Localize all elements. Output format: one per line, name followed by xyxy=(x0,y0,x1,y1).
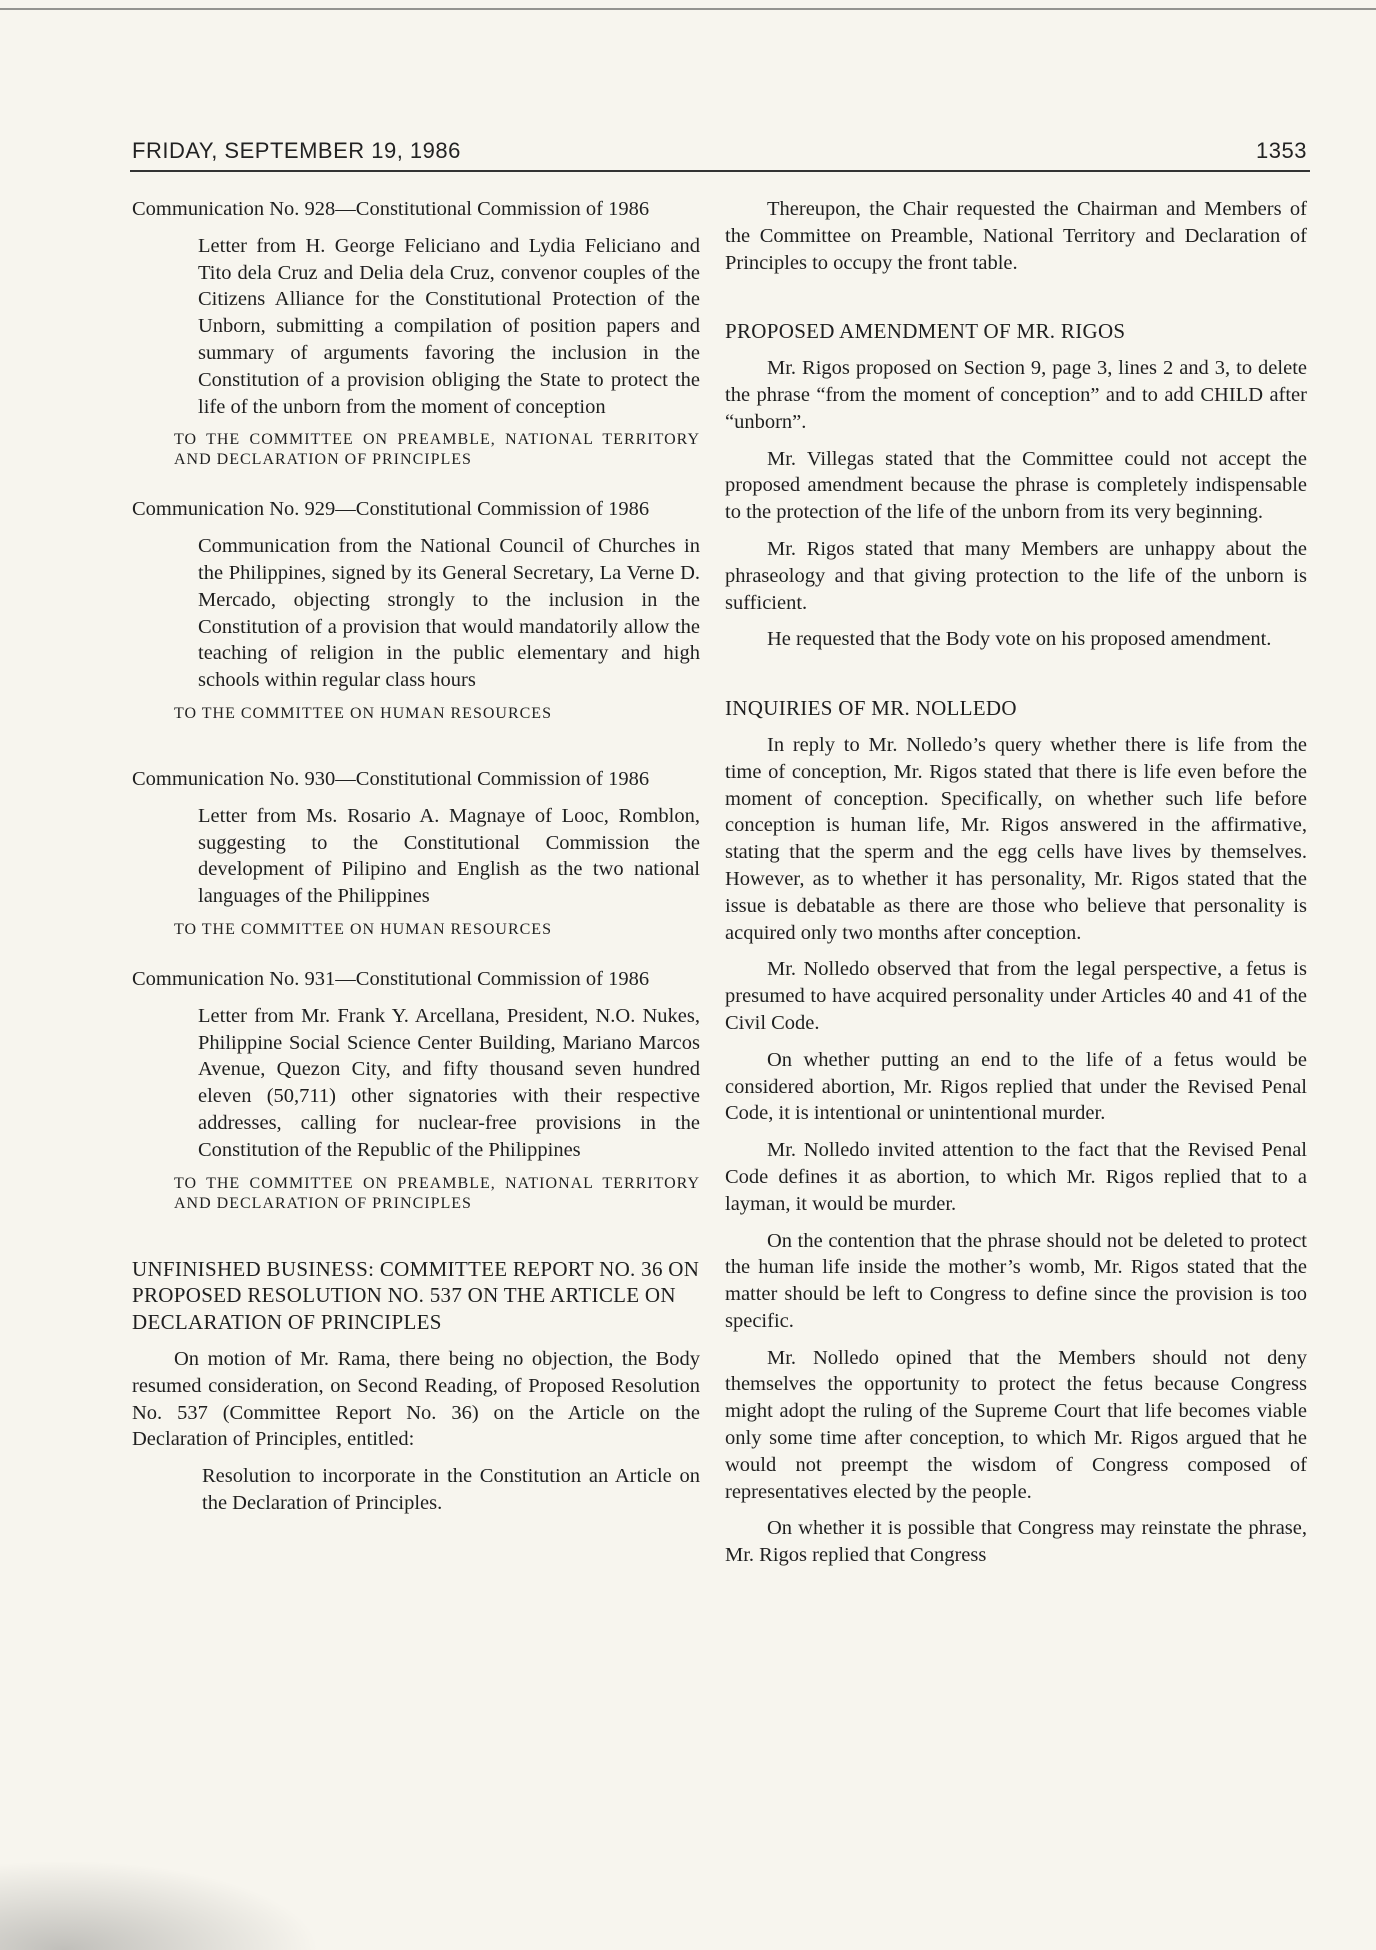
header-rule xyxy=(130,170,1310,172)
proposed-amendment-heading: PROPOSED AMENDMENT OF MR. RIGOS xyxy=(725,319,1126,344)
amendment-paragraph-4: He requested that the Body vote on his proposed amendment. xyxy=(767,628,1272,651)
communication-930-body: Letter from Ms. Rosario A. Magnaye of Looc, Romblon, suggesting to the Constitutional Commission the development of Pilipino and English as the two national languages of the Philippines xyxy=(198,804,700,908)
communication-929-referral: TO THE COMMITTEE ON HUMAN RESOURCES xyxy=(174,704,552,722)
inquiries-paragraph-2: Mr. Nolledo observed that from the legal perspective, a fetus is presumed to have acquired personality under Articles 40 and 41 of the Civil Code. xyxy=(725,958,1307,1034)
communication-931-heading: Communication No. 931—Constitutional Commission of 1986 xyxy=(132,967,650,990)
inquiries-paragraph-3: On whether putting an end to the life of a fetus would be considered abortion, Mr. Rigos replied that under the Revised Penal Code, it is intentional or unintentional murder. xyxy=(725,1048,1307,1125)
amendment-paragraph-1: Mr. Rigos proposed on Section 9, page 3, lines 2 and 3, to delete the phrase “from the moment of conception” and to add CHILD after “unborn”. xyxy=(725,357,1307,433)
unfinished-business-heading: UNFINISHED BUSINESS: COMMITTEE REPORT NO. 36 ON PROPOSED RESOLUTION NO. 537 ON THE ARTICLE ON DECLARATION OF PRINCIPLES xyxy=(132,1256,700,1335)
right-column xyxy=(725,196,1307,1569)
communication-928-body: Letter from H. George Feliciano and Lydia Feliciano and Tito dela Cruz and Delia dela Cruz, convenor couples of the Citizens Alliance for the Constitutional Protection of the Unborn, submitting a compilation of position papers and summary of arguments favoring the inclusion in the Constitution of a provision obliging the State to protect the life of the unborn from the moment of conception xyxy=(198,234,700,418)
inquiries-paragraph-7: On whether it is possible that Congress may reinstate the phrase, Mr. Rigos replied that Congress xyxy=(725,1517,1307,1567)
front-table-paragraph: Thereupon, the Chair requested the Chairman and Members of the Committee on Preamble, National Territory and Declaration of Principles to occupy the front table. xyxy=(725,198,1307,274)
top-edge-rule xyxy=(0,8,1376,10)
communication-928-referral: TO THE COMMITTEE ON PREAMBLE, NATIONAL TERRITORY AND DECLARATION OF PRINCIPLES xyxy=(174,431,700,469)
page-header xyxy=(132,138,1307,164)
unfinished-business-body: On motion of Mr. Rama, there being no objection, the Body resumed consideration, on Second Reading, of Proposed Resolution No. 537 (Committee Report No. 36) on the Article on the Declaration of Principles, entitled: xyxy=(132,1347,700,1451)
inquiries-paragraph-4: Mr. Nolledo invited attention to the fact that the Revised Penal Code defines it as abortion, to which Mr. Rigos replied that to a layman, it would be murder. xyxy=(725,1139,1307,1215)
communication-928-heading: Communication No. 928—Constitutional Commission of 1986 xyxy=(132,198,650,220)
inquiries-paragraph-1: In reply to Mr. Nolledo’s query whether there is life from the time of conception, Mr. Rigos stated that there is life even before the moment of conception. Specifically, on whether such life before conception is human life, Mr. Rigos answered in the affirmative, stating that the sperm and the egg cells have lives by themselves. However, as to whether it has personality, Mr. Rigos stated that the issue is debatable as there are those who believe that personality is acquired only two months after conception. xyxy=(725,733,1307,944)
inquiries-paragraph-6: Mr. Nolledo opined that the Members should not deny themselves the opportunity to protect the fetus because Congress might adopt the ruling of the Supreme Court that life becomes viable only some time after conception, to which Mr. Rigos argued that he would not preempt the wisdom of Congress composed of representatives elected by the people. xyxy=(725,1346,1307,1503)
header-date: FRIDAY, SEPTEMBER 19, 1986 xyxy=(132,138,461,163)
communication-930-referral: TO THE COMMITTEE ON HUMAN RESOURCES xyxy=(174,920,552,938)
header-page-number: 1353 xyxy=(1256,138,1307,163)
resolution-title-quote: Resolution to incorporate in the Constitution an Article on the Declaration of Principles. xyxy=(202,1465,700,1514)
communication-929-body: Communication from the National Council of Churches in the Philippines, signed by its General Secretary, La Verne D. Mercado, objecting strongly to the inclusion in the Constitution of a provision that would mandatorily allow the teaching of religion in the public elementary and high schools within regular class hours xyxy=(198,535,700,692)
inquiries-heading: INQUIRIES OF MR. NOLLEDO xyxy=(725,696,1017,721)
communication-929-heading: Communication No. 929—Constitutional Commission of 1986 xyxy=(132,498,650,521)
communication-930-heading: Communication No. 930—Constitutional Commission of 1986 xyxy=(132,767,650,790)
communication-931-body: Letter from Mr. Frank Y. Arcellana, President, N.O. Nukes, Philippine Social Science Center Building, Mariano Marcos Avenue, Quezon City, and fifty thousand seven hundred eleven (50,711) other signatories with their respective addresses, calling for nuclear-free provisions in the Constitution of the Republic of the Philippines xyxy=(198,1004,700,1161)
inquiries-paragraph-5: On the contention that the phrase should not be deleted to protect the human life inside the mother’s womb, Mr. Rigos stated that the matter should be left to Congress to define since the provision is too specific. xyxy=(725,1229,1307,1332)
scan-smudge xyxy=(0,1860,320,1950)
left-column xyxy=(132,196,700,1517)
amendment-paragraph-2: Mr. Villegas stated that the Committee could not accept the proposed amendment because the phrase is completely indispensable to the protection of the life of the unborn from its very beginning. xyxy=(725,447,1307,524)
communication-931-referral: TO THE COMMITTEE ON PREAMBLE, NATIONAL TERRITORY AND DECLARATION OF PRINCIPLES xyxy=(174,1174,700,1212)
amendment-paragraph-3: Mr. Rigos stated that many Members are unhappy about the phraseology and that giving protection to the life of the unborn is sufficient. xyxy=(725,537,1307,614)
